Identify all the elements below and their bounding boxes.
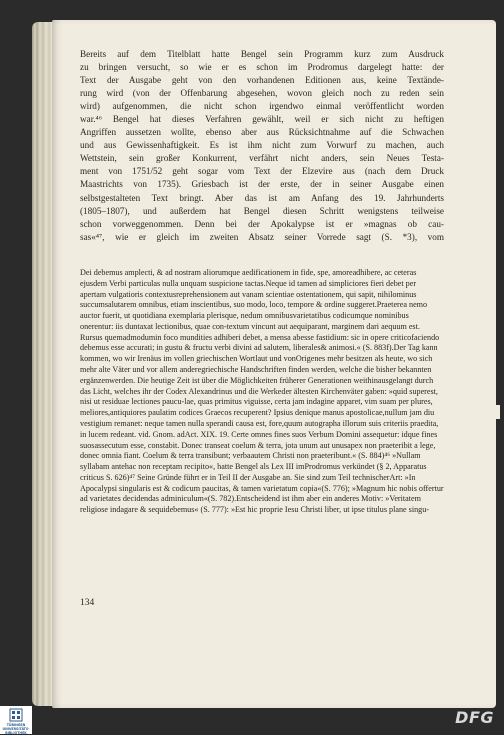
body-line: zu bringen versucht, so wie er es schon im Prodromus dargelegt hatte: der <box>80 62 444 73</box>
body-line: wird) aufgenommen, die nicht schon irgendwo einmal veröffentlicht worden <box>80 101 444 112</box>
footnote-line: hinausgelangt durch das Licht, welches ihr der Codex Alexandrinus und die Werke <box>80 375 434 396</box>
dfg-watermark: DFG <box>455 708 494 727</box>
body-line: war.⁴⁶ Bengel hat dieses Verfahren gewählt, weil er sich nicht zu heftigen <box>80 114 444 125</box>
body-line: Maastrichts von 1735). Griesbach ist der erste, der in seiner Ausgabe einen <box>80 179 444 190</box>
footnote-line: (S. 776); »Magnum hic nobis offertur ad varietates decidendas adminiculum« <box>80 483 444 504</box>
footnote-line: reprehensionem aut vanam scientiae ostentationem, qui sapit, nihilominus succum <box>80 289 417 310</box>
footnote-line: ⁴⁷ Seine Gründe führt er in Teil II der Ausgabe an. Sie sind zum Teil technischer <box>129 472 390 482</box>
logo-line-1: TÜBINGEN <box>6 723 26 727</box>
footnote-line: adhibere, ac ceteras ejusdem Verbi particulas nulla unquam suspicione tactas. <box>80 268 417 288</box>
page-tab-marker <box>490 405 500 419</box>
body-line: selbstgestalteten Text bringt. Aber das ist am Anfang des 19. Jahrhunderts <box>80 192 444 203</box>
footnote-line: salutarem omnibus, etiam inscientibus, suo modo, loco, tempore & ordine suggeret. <box>104 300 377 310</box>
footnote-line: werden. Die heutige Zeit ist über die Möglichkeiten früherer Generationen weit <box>109 375 368 385</box>
footnote-line: quum autographa illorum suis criteriis praedita, in lucem redeant. vid. Gnom. ad <box>80 418 439 439</box>
footnote-line: debemus« (S. 777): »Est hic proprie Iesu Christi liber, ut ipse titulus plane singu- <box>165 505 429 515</box>
body-line: und aus Gewissenhaftigkeit. Es ist ihm nicht zum Vorwurf zu machen, auch <box>80 140 444 151</box>
logo-line-3: BIBLIOTHEK <box>5 731 27 735</box>
library-emblem-icon <box>9 708 23 722</box>
body-line: Wettstein, sein großer Konkurrent, verfährt nicht anders, sein Neues Testa- <box>80 153 444 164</box>
book-page-edges <box>32 22 52 706</box>
footnote-line: nullum jam diu vestigium remanet: neque tamen nulla sperandi causa est, fore, <box>80 408 435 428</box>
footnote-line: Praeterea nemo auctor fuerit, ut quotidiana exemplaria plerisque, nedum omnibus <box>80 300 428 321</box>
footnote-line: apex non praeteribit a lege, donec omnia fiant. Coelum & terra transibunt; verba <box>80 440 436 461</box>
library-logo-text <box>0 723 32 735</box>
footnote-line: Der Tag kann kommen, wo wir Irenäus im vollen griechischen Wortlaut und von <box>80 343 438 364</box>
footnote-line: griechische Handschriften finden werden, welche die bisher bekannten ergänzen <box>80 365 432 385</box>
footnote-line: der ältesten Kirchenväter gaben: »quid superest, nisi ut residuae lectiones paucu- <box>80 386 438 407</box>
footnote-line: Origenes mehr besitzen als heute, wo sich mehr alte Väter und vor allem andere <box>80 354 433 375</box>
footnote-line: Act. XIX. 19. Certe omnes fines suos Verbum Domini assequetur: idque fines suos <box>80 429 438 450</box>
body-line: ment von 1751/52 geht sogar vom Text der Elzevire aus (nach dem Druck <box>80 166 444 177</box>
footnote-line: ⁴⁶ »Nullam syllabam antehac non receptam recipito«, hatte Bengel als Lex III im <box>80 451 421 472</box>
footnote-line: antiquiores paulatim codices Graecos recuperent? Ipsius denique manus apostolicae, <box>110 408 385 418</box>
footnote-line: assecutum esse, constabit. Donec transeat coelum & terra, jota unum aut unus <box>94 440 348 450</box>
footnote-line: textum vincunt aut aequiparant, marginem dari aequum est. Rursus quemadmodum <box>80 321 420 342</box>
footnote-line: autem Christi non praeteribunt.« (S. 884) <box>250 451 385 461</box>
body-line: Text der Ausgabe geht von den vorhandenen Editionen aus, keine Textände- <box>80 75 444 86</box>
main-body-text <box>80 48 444 244</box>
footnote-line: varietatibus codicumque nominibus onerentur: iis duntaxat lectionibus, quae con- <box>80 311 409 331</box>
body-line: sas«⁴⁷, wie er gleich im zweiten Absatz seiner Vorrede sagt (S. *3), vom <box>80 231 444 242</box>
footnote-line: (S. 782). <box>207 494 237 504</box>
library-logo <box>0 706 32 734</box>
body-line: Bereits auf dem Titelblatt hatte Bengel sein Programm kurz zum Ausdruck <box>80 49 444 59</box>
page-number: 134 <box>80 598 95 608</box>
footnote-line: Art: »In Apocalypsi singularis est & codicum paucitas, & tamen varietatum copia« <box>80 472 416 493</box>
footnote-line: faciendo debemus esse accurati; in gustu & fructu verbi divini ad salutem, liberales <box>80 332 440 353</box>
body-line: rung wird (von der Offenbarung abgesehen, wovon gleich noch zu reden sein <box>80 88 444 99</box>
footnotes-block <box>80 268 444 516</box>
footnote-line: in foco mundities adhiberi debet, a mensa abesse fastidium: sic in opere critico <box>155 332 412 342</box>
footnote-line: Entscheidend ist ihm aber ein anderes Motiv: »Veritatem religiose indagare & sequi <box>80 494 421 515</box>
footnote-line: Prodromus verkündet (§ 2, Apparatus criticus S. 626) <box>80 462 427 482</box>
footnote-line: Dei debemus amplecti, & ad nostram aliorumque aedificationem in fide, spe, amore <box>80 268 353 277</box>
footnote-line: Neque id tamen ad simpliciores fieri debet per apertam vulgatioris contextus <box>80 278 417 299</box>
body-line: (1805–1807), und außerdem hat Bengel diesen Schritt wenigstens teilweise <box>80 205 444 216</box>
footnote-line: & animosi.« (S. 883f). <box>320 343 394 353</box>
footnote-line: lae, quas primitus viguisse, certa jam indagine apparet, vim suam per plures, meliores, <box>80 397 433 418</box>
body-line: schon vorweggenommen. Denn bei der Apokalypse ist er »magnas ob cau- <box>80 218 444 229</box>
body-line: Angriffen aussetzen wollte, ebenso aber aus Rücksichtnahme auf die Schwachen <box>80 127 444 138</box>
logo-line-2: UNIVERSITÄTS- <box>2 727 30 731</box>
